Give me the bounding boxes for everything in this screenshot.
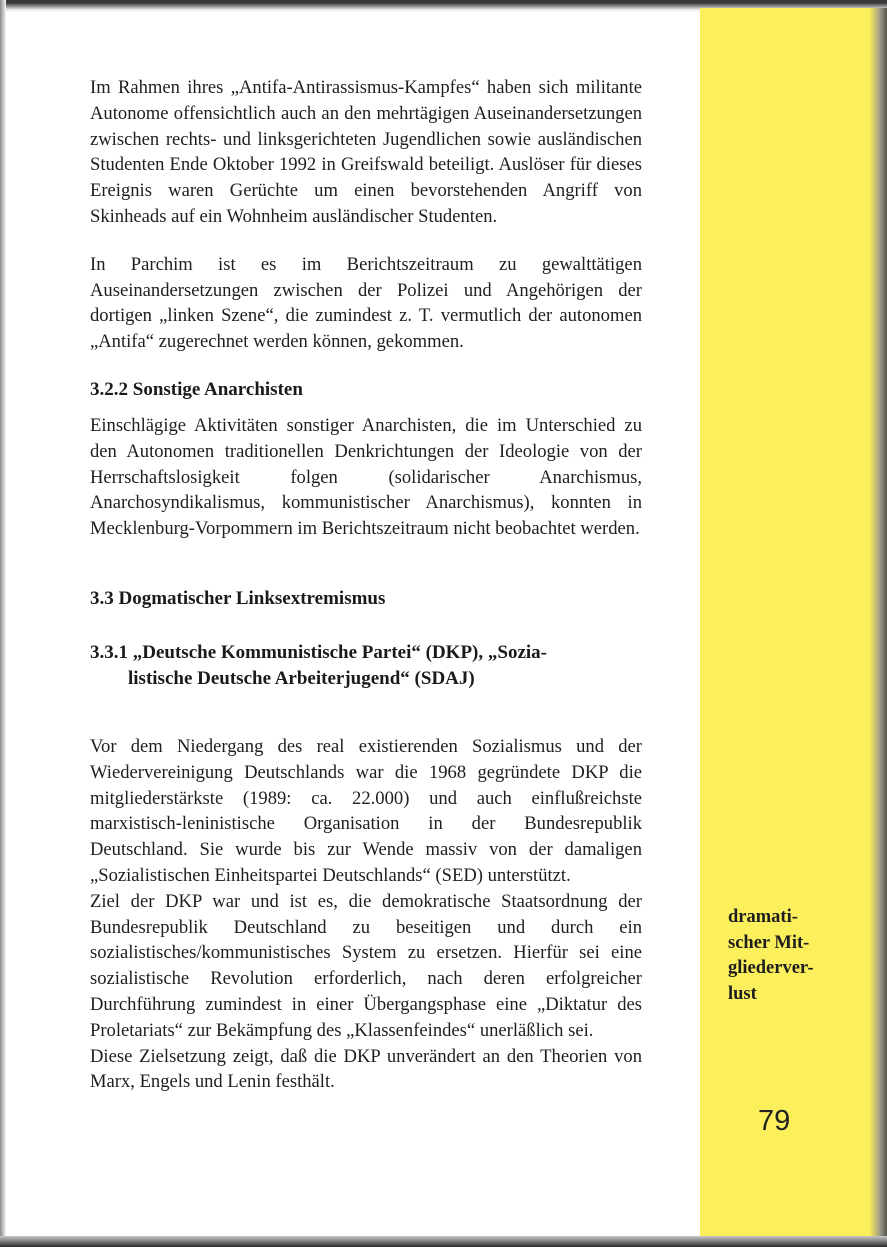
- page-number: 79: [758, 1105, 791, 1137]
- paragraph-dkp-goal: Ziel der DKP war und ist es, die demokratische Staatsordnung der Bundesrepublik Deutschland zu beseitigen und durch ein sozialistisches/kommunistisches System zu ersetzen. Hierfür sei eine sozialistische Revolution erforderlich, nach deren erfolgreicher Durchführung zumindest in einer Übergangsphase eine „Diktatur des Proletariats“ zur Bekämpfung des „Klassenfeindes“ unerläßlich sei.: [90, 890, 642, 1041]
- heading-3-2-2: 3.2.2 Sonstige Anarchisten: [90, 378, 303, 400]
- scan-bottom-edge: [0, 1236, 887, 1247]
- page-edge-shadow: [870, 8, 887, 1238]
- heading-3-3-1: [90, 640, 642, 692]
- margin-note-line: dramati-: [728, 907, 798, 927]
- margin-note-line: gliederver-: [728, 958, 814, 978]
- scan-left-edge: [0, 0, 6, 1247]
- heading-line-1: „Deutsche Kommunistische Partei“ (DKP), „Sozia-: [132, 641, 547, 663]
- paragraph-sonstige-anarchisten: Einschlägige Aktivitäten sonstiger Anarchisten, die im Unterschied zu den Autonomen traditionellen Denkrichtungen der Ideologie von der Herrschaftslosigkeit folgen (solidarischer Anarchismus, Anarchosyndikalismus, kommunistischer Anarchismus), konnten in Mecklenburg-Vorpommern im Berichtszeitraum nicht beobachtet werden.: [90, 414, 642, 540]
- main-text-column: [90, 75, 642, 1095]
- paragraph-dkp-theory: Diese Zielsetzung zeigt, daß die DKP unverändert an den Theorien von Marx, Engels und Lenin festhält.: [90, 1045, 642, 1093]
- margin-column: [700, 8, 878, 1238]
- paragraph-dkp-history: Vor dem Niedergang des real existierenden Sozialismus und der Wiedervereinigung Deutschlands war die 1968 gegründete DKP die mitgliederstärkste (1989: ca. 22.000) und auch einflußreichste marxistisch-leninistische Organisation in der Bundesrepublik Deutschland. Sie wurde bis zur Wende massiv von der damaligen „Sozialistischen Einheitspartei Deutschlands“ (SED) unterstützt.: [90, 735, 642, 886]
- paragraph-greifswald: Im Rahmen ihres „Antifa-Antirassismus-Kampfes“ haben sich militante Autonome offensichtlich auch an den mehrtägigen Auseinandersetzungen zwischen rechts- und linksgerichteten Jugendlichen sowie ausländischen Studenten Ende Oktober 1992 in Greifswald beteiligt. Auslöser für dieses Ereignis waren Gerüchte um einen bevorstehenden Angriff von Skinheads auf ein Wohnheim ausländischer Studenten.: [90, 77, 642, 227]
- heading-3-3: 3.3 Dogmatischer Linksextremismus: [90, 587, 386, 609]
- margin-note: [728, 905, 858, 1007]
- margin-note-line: scher Mit-: [728, 932, 810, 953]
- heading-line-2: listische Deutsche Arbeiterjugend“ (SDAJ): [128, 667, 475, 689]
- margin-note-line: lust: [728, 983, 757, 1004]
- paragraph-parchim: In Parchim ist es im Berichtszeitraum zu gewalttätigen Auseinandersetzungen zwischen der Polizei und Angehörigen der dortigen „linken Szene“, die zumindest z. T. vermutlich der autonomen „Antifa“ zugerechnet werden können, gekommen.: [90, 253, 642, 353]
- heading-number: 3.3.1: [90, 641, 128, 663]
